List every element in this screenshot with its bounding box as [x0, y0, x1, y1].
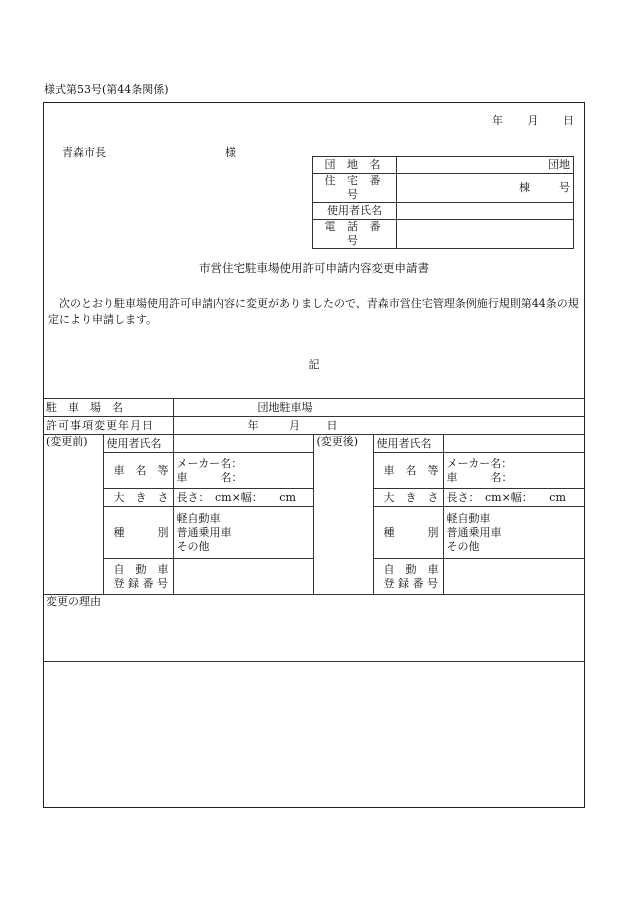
date-line: [492, 112, 574, 128]
after-maker: メーカー名：: [446, 456, 513, 470]
addressee-honorific: 様: [225, 146, 236, 159]
after-reg-label-2: 登 録 番 号: [383, 576, 438, 590]
applicant-table: [312, 156, 574, 249]
after-reg-field[interactable]: [443, 559, 585, 595]
change-date-day: 日: [326, 418, 338, 432]
applicant-label: 使用者氏名: [313, 203, 397, 220]
before-type-options[interactable]: [173, 507, 313, 559]
before-car: 車 名：: [176, 470, 243, 484]
change-date-row: [43, 417, 585, 435]
document-title: 市営住宅駐車場使用許可申請内容変更申請書: [199, 261, 429, 275]
applicant-label: 電 話 番 号: [313, 220, 397, 249]
before-maker: メーカー名：: [176, 456, 243, 470]
before-reg-label-1: 自 動 車: [113, 562, 169, 576]
after-car-name-field[interactable]: [443, 453, 585, 489]
change-date-label: 許可事項変更年月日: [43, 417, 173, 435]
before-size-label: 大 き さ: [103, 489, 173, 507]
before-reg-field[interactable]: [173, 559, 313, 595]
change-date-month: 月: [289, 418, 300, 432]
before-type-option: 軽自動車: [176, 511, 221, 525]
date-day: 日: [563, 114, 574, 127]
after-type-options[interactable]: [443, 507, 585, 559]
before-car-name-field[interactable]: [173, 453, 313, 489]
parking-label: 駐 車 場 名: [43, 399, 173, 417]
change-date-field[interactable]: [173, 417, 585, 435]
body-text: 次のとおり駐車場使用許可申請内容に変更がありましたので、青森市営住宅管理条例施行規則第44条の規定により申請します。: [48, 297, 579, 326]
applicant-row-phone: [313, 220, 574, 249]
before-reg-label: [103, 559, 173, 595]
after-car: 車 名：: [446, 470, 513, 484]
phone-field[interactable]: [397, 220, 574, 249]
after-type-option: 普通乗用車: [446, 525, 502, 539]
application-form: [43, 102, 585, 808]
after-user-field[interactable]: [443, 435, 585, 453]
after-header: (変更後): [313, 435, 373, 595]
applicant-row-complex: [313, 157, 574, 174]
house-number-field[interactable]: [397, 174, 574, 203]
form-number: 様式第53号(第44条関係): [44, 83, 169, 96]
before-reg-label-2: 登 録 番 号: [113, 576, 168, 590]
applicant-label: 住 宅 番 号: [313, 174, 397, 203]
before-user-label: 使用者氏名: [103, 435, 173, 453]
addressee: [62, 144, 242, 160]
date-month: 月: [527, 114, 539, 127]
parking-name-field[interactable]: 団地駐車場: [173, 399, 585, 417]
applicant-label: 団 地 名: [313, 157, 397, 174]
addressee-name: 青森市長: [62, 146, 106, 159]
reason-label: 変更の理由: [46, 595, 101, 608]
user-row: [43, 435, 585, 453]
parking-row: [43, 399, 585, 417]
before-size-field[interactable]: 長さ： cm×幅： cm: [173, 489, 313, 507]
applicant-row-user-name: [313, 203, 574, 220]
after-type-option: その他: [446, 539, 480, 553]
building-unit: 棟: [519, 181, 530, 194]
detail-table: [43, 398, 585, 662]
before-type-label: 種 別: [103, 507, 173, 559]
after-car-name-label: 車 名 等: [373, 453, 443, 489]
change-date-year: 年: [247, 418, 259, 432]
after-reg-label-1: 自 動 車: [383, 562, 439, 576]
date-year: 年: [492, 114, 503, 127]
after-size-label: 大 き さ: [373, 489, 443, 507]
after-user-label: 使用者氏名: [373, 435, 443, 453]
reason-row: [43, 595, 585, 662]
before-header: (変更前): [43, 435, 103, 595]
room-unit: 号: [559, 181, 570, 194]
reason-field[interactable]: [43, 595, 585, 662]
after-reg-label: [373, 559, 443, 595]
complex-name-field[interactable]: 団地: [397, 157, 574, 174]
after-type-option: 軽自動車: [446, 511, 491, 525]
ki-heading: 記: [308, 358, 320, 371]
before-car-name-label: 車 名 等: [103, 453, 173, 489]
applicant-row-house-number: [313, 174, 574, 203]
after-type-label: 種 別: [373, 507, 443, 559]
before-user-field[interactable]: [173, 435, 313, 453]
before-type-option: その他: [176, 539, 210, 553]
user-name-field[interactable]: [397, 203, 574, 220]
before-type-option: 普通乗用車: [176, 525, 232, 539]
after-size-field[interactable]: 長さ： cm×幅： cm: [443, 489, 585, 507]
